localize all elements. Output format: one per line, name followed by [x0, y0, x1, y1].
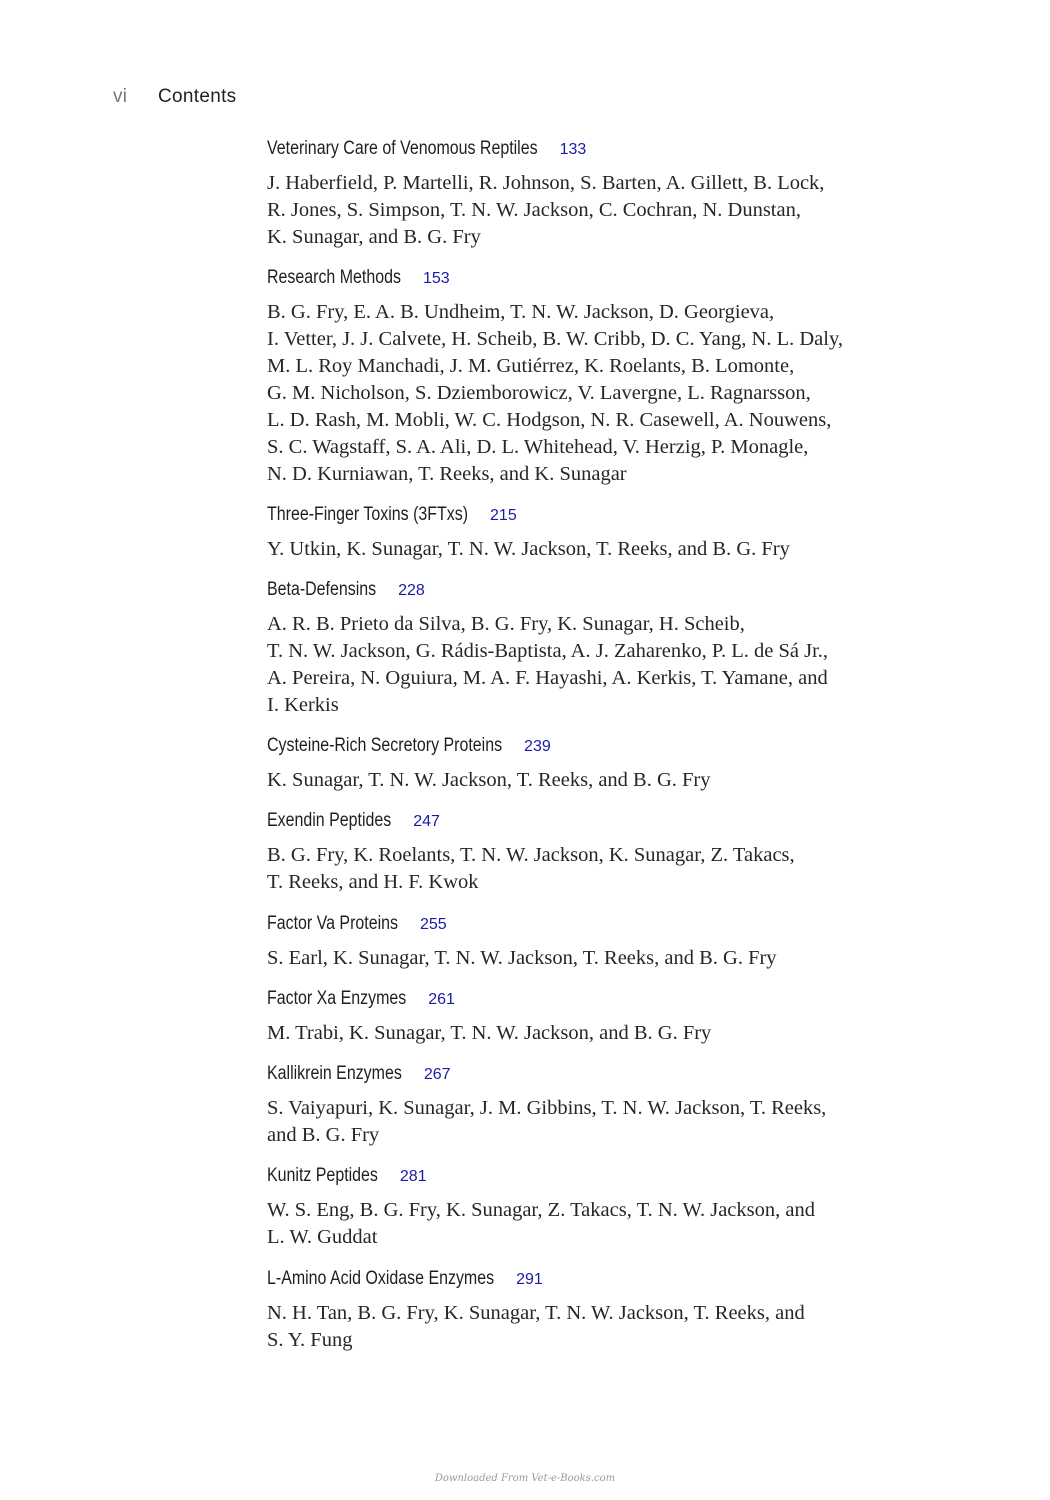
chapter-title[interactable]: Veterinary Care of Venomous Reptiles: [267, 138, 538, 159]
author-line: Y. Utkin, K. Sunagar, T. N. W. Jackson, T. Reeks, and B. G. Fry: [267, 538, 790, 560]
chapter-title[interactable]: Cysteine-Rich Secretory Proteins: [267, 735, 503, 756]
page-number-link[interactable]: 228: [398, 582, 425, 599]
author-list: [267, 299, 907, 488]
running-head-title: Contents: [158, 86, 237, 107]
page-number-link[interactable]: 153: [422, 270, 450, 287]
chapter-title[interactable]: Research Methods: [267, 267, 401, 288]
chapter-title[interactable]: Beta-Defensins: [267, 579, 377, 600]
watermark: Downloaded From Vet-e-Books.com: [434, 1473, 616, 1484]
chapter-title[interactable]: Three-Finger Toxins (3FTxs): [267, 504, 469, 525]
chapter-title[interactable]: Factor Va Proteins: [267, 913, 398, 934]
author-line: S. Earl, K. Sunagar, T. N. W. Jackson, T. Reeks, and B. G. Fry: [267, 947, 777, 969]
page-number-link[interactable]: 281: [399, 1168, 427, 1185]
author-list: [267, 1020, 907, 1047]
page-number-link[interactable]: 239: [524, 738, 551, 755]
author-line: N. H. Tan, B. G. Fry, K. Sunagar, T. N. W. Jackson, T. Reeks, and: [267, 1302, 805, 1324]
author-line: B. G. Fry, E. A. B. Undheim, T. N. W. Jackson, D. Georgieva,: [267, 301, 775, 323]
author-line: M. Trabi, K. Sunagar, T. N. W. Jackson, and B. G. Fry: [267, 1022, 712, 1044]
page-number-link[interactable]: 261: [428, 991, 455, 1008]
author-line: and B. G. Fry: [267, 1124, 380, 1146]
page-number-link[interactable]: 133: [559, 141, 587, 158]
chapter-title[interactable]: Kallikrein Enzymes: [267, 1063, 402, 1084]
page-number-link[interactable]: 255: [419, 916, 447, 933]
author-list: [267, 536, 907, 563]
author-line: L. D. Rash, M. Mobli, W. C. Hodgson, N. R. Casewell, A. Nouwens,: [267, 409, 832, 431]
page-number-link[interactable]: 291: [516, 1271, 543, 1288]
author-line: T. Reeks, and H. F. Kwok: [267, 871, 479, 893]
author-line: I. Kerkis: [267, 694, 339, 716]
page-number-link[interactable]: 267: [423, 1066, 451, 1083]
author-line: L. W. Guddat: [267, 1226, 378, 1248]
folio: vi: [113, 86, 128, 107]
author-line: I. Vetter, J. J. Calvete, H. Scheib, B. W. Cribb, D. C. Yang, N. L. Daly,: [267, 328, 844, 350]
author-line: S. Vaiyapuri, K. Sunagar, J. M. Gibbins, T. N. W. Jackson, T. Reeks,: [267, 1097, 827, 1119]
author-line: J. Haberfield, P. Martelli, R. Johnson, S. Barten, A. Gillett, B. Lock,: [267, 172, 825, 194]
author-line: K. Sunagar, and B. G. Fry: [267, 226, 481, 248]
author-list: [267, 842, 907, 896]
author-line: T. N. W. Jackson, G. Rádis-Baptista, A. J. Zaharenko, P. L. de Sá Jr.,: [267, 640, 829, 662]
author-list: [267, 170, 907, 251]
author-line: K. Sunagar, T. N. W. Jackson, T. Reeks, and B. G. Fry: [267, 769, 711, 791]
author-list: [267, 1300, 907, 1354]
chapter-title[interactable]: Kunitz Peptides: [267, 1165, 378, 1186]
author-line: A. Pereira, N. Oguiura, M. A. F. Hayashi, A. Kerkis, T. Yamane, and: [267, 667, 828, 689]
author-line: N. D. Kurniawan, T. Reeks, and K. Sunagar: [267, 463, 627, 485]
running-head: [113, 86, 236, 108]
author-list: [267, 611, 907, 719]
author-line: M. L. Roy Manchadi, J. M. Gutiérrez, K. Roelants, B. Lomonte,: [267, 355, 795, 377]
author-list: [267, 767, 907, 794]
author-line: S. C. Wagstaff, S. A. Ali, D. L. Whitehead, V. Herzig, P. Monagle,: [267, 436, 809, 458]
author-line: W. S. Eng, B. G. Fry, K. Sunagar, Z. Takacs, T. N. W. Jackson, and: [267, 1199, 815, 1221]
chapter-title[interactable]: Factor Xa Enzymes: [267, 988, 407, 1009]
page-number-link[interactable]: 247: [413, 813, 440, 830]
author-line: R. Jones, S. Simpson, T. N. W. Jackson, C. Cochran, N. Dunstan,: [267, 199, 801, 221]
author-list: [267, 945, 907, 972]
author-line: S. Y. Fung: [267, 1329, 353, 1351]
author-line: B. G. Fry, K. Roelants, T. N. W. Jackson, K. Sunagar, Z. Takacs,: [267, 844, 795, 866]
page-number-link[interactable]: 215: [490, 507, 517, 524]
author-list: [267, 1095, 907, 1149]
chapter-title[interactable]: L-Amino Acid Oxidase Enzymes: [267, 1268, 495, 1289]
chapter-title[interactable]: Exendin Peptides: [267, 810, 392, 831]
author-list: [267, 1197, 907, 1251]
author-line: G. M. Nicholson, S. Dziemborowicz, V. Lavergne, L. Ragnarsson,: [267, 382, 811, 404]
author-line: A. R. B. Prieto da Silva, B. G. Fry, K. Sunagar, H. Scheib,: [267, 613, 745, 635]
